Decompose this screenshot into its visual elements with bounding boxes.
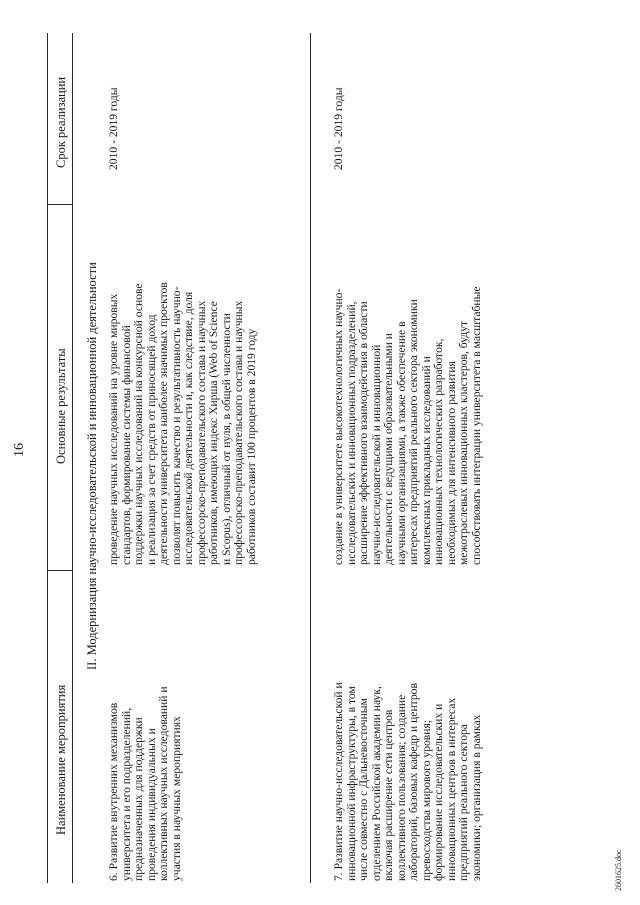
- row-divider: [310, 33, 311, 883]
- measure-line: 6. Развитие внутренних механизмов: [107, 702, 120, 881]
- results-line: создание в университете высокотехнологичных научно-: [332, 288, 345, 565]
- results-line: расширение эффективного взаимодействия в области: [357, 301, 371, 565]
- results-line: деятельности с ведущими образовательными и: [382, 332, 396, 565]
- results-line: научно-исследовательской и инновационной: [369, 344, 383, 565]
- results-line: исследовательских и инновационных подразделений,: [344, 301, 358, 565]
- results-line: проведение научных исследований на уровне мировых: [107, 293, 120, 565]
- measure-line: коллективных научных исследований и: [157, 686, 171, 881]
- measure-line: превосходства мирового уровня;: [419, 719, 433, 881]
- results-line: деятельности университета наиболее значимых проектов: [157, 282, 171, 565]
- results-line: профессорско-преподавательского состава и научных: [232, 300, 246, 565]
- results-line: инновационных технологических разработок,: [432, 338, 446, 565]
- results-line: межотраслевых инновационных кластеров, будут: [457, 320, 471, 565]
- measure-line: инновационных центров в интересах: [444, 697, 458, 881]
- page-number: 16: [12, 443, 27, 457]
- results-line: профессорско-преподавательского состава и научных: [194, 300, 208, 565]
- measure-line: формирование исследовательских и: [432, 703, 446, 881]
- results-line: способствовать интеграции университета в масштабные: [470, 286, 484, 565]
- measure-line: лабораторий, базовых кафедр и центров: [407, 683, 421, 881]
- measure-line: числе совместно с Дальневосточным: [357, 698, 371, 881]
- footer-document-code: 2601625.doc: [614, 849, 623, 891]
- row-7-results: [333, 286, 484, 565]
- results-line: работников, имеющих индекс Хирша (Web of Science: [207, 301, 221, 565]
- results-line: и реализация за счет средств от приносящей доход: [144, 314, 158, 565]
- header-period: Срок реализации: [54, 76, 68, 168]
- results-line: работников составит 100 процентов в 2019 году: [245, 328, 259, 565]
- column-divider-2: [47, 204, 73, 205]
- column-divider-1: [47, 570, 73, 571]
- row-6-results: [108, 282, 259, 565]
- row-7-period: 2010 - 2019 годы: [332, 87, 345, 170]
- results-line: поддержки научных исследований на конкурсной основе: [132, 283, 146, 565]
- measure-line: включая расширение сети центров: [382, 709, 396, 881]
- header-results: Основные результаты: [54, 348, 68, 464]
- row-7-measure: [333, 682, 484, 881]
- results-line: позволят повысить качество и результативность научно-: [169, 286, 183, 565]
- header-measure: Наименование мероприятия: [54, 684, 68, 835]
- measure-line: предприятий реального сектора: [457, 724, 471, 881]
- results-line: и Scopus), отличный от нуля, в общей численности: [219, 313, 233, 565]
- measure-line: проведения индивидуальных и: [144, 728, 158, 881]
- results-line: научными организациями, а также обеспечение в: [394, 321, 408, 565]
- results-line: исследовательской деятельности и, как следствие, доля: [182, 291, 196, 565]
- measure-line: университета и его подразделений,: [119, 707, 133, 881]
- measure-line: участия в научных мероприятиях: [169, 716, 183, 881]
- section-title: II. Модернизация научно-исследовательской и инновационной деятельности: [85, 262, 99, 670]
- results-line: интересах предприятий реального сектора экономики: [407, 299, 421, 565]
- measure-line: инновационной инфраструктуры, в том: [344, 686, 358, 881]
- measure-line: отделением Российской академии наук,: [369, 686, 383, 881]
- table-top-border: [47, 33, 48, 883]
- measure-line: 7. Развитие научно-исследовательской и: [332, 682, 345, 881]
- table-header-divider: [72, 33, 73, 883]
- row-6-measure: [108, 686, 183, 881]
- measure-line: экономики; организация в рамках: [470, 714, 484, 881]
- results-line: необходимых для интенсивного развития: [444, 361, 458, 565]
- measure-line: предназначенных для поддержки: [132, 717, 146, 881]
- results-line: стандартов, формирование системы финансовой: [119, 325, 133, 565]
- measure-line: коллективного пользования; создание: [394, 694, 408, 881]
- row-6-period: 2010 - 2019 годы: [107, 87, 120, 170]
- results-line: комплексных прикладных исследований и: [419, 356, 433, 565]
